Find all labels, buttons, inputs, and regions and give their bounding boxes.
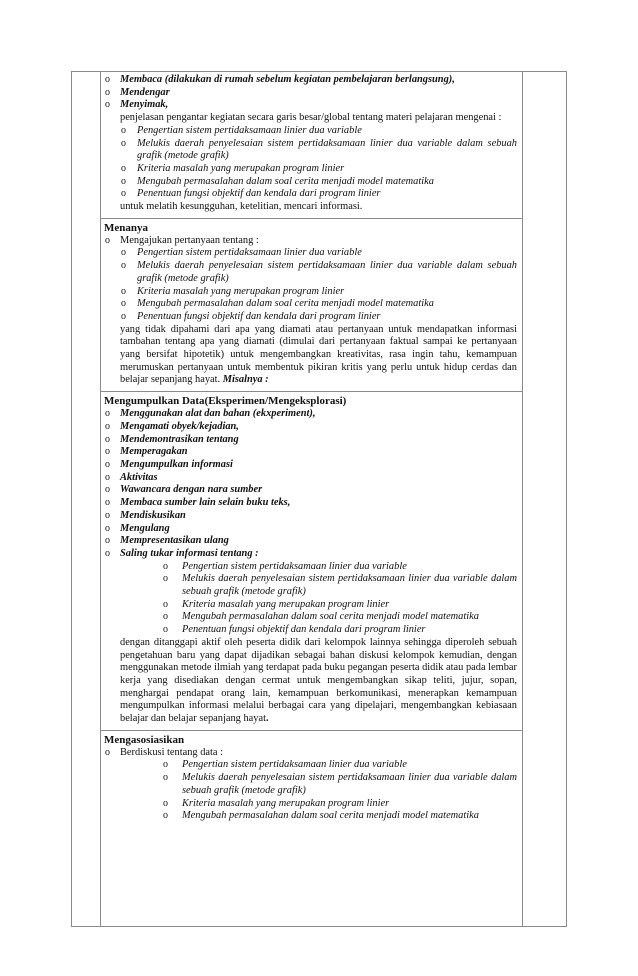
list-item: o Mengajukan pertanyaan tentang :	[104, 235, 517, 248]
section-mengasosiasikan	[100, 731, 522, 827]
sub-list-item: o Melukis daerah penyelesaian sistem pertidaksamaan linier dua variable dalam sebuah grafik (metode grafik)	[104, 573, 517, 598]
section-heading: Menanya	[104, 221, 148, 234]
list-item: o Berdiskusi tentang data :	[104, 747, 517, 760]
sub-list-item: o Penentuan fungsi objektif dan kendala dari program linier	[104, 188, 517, 201]
list-item: o Mendengar	[104, 87, 517, 100]
list-item: o Saling tukar informasi tentang :	[104, 548, 517, 561]
sub-list-item: o Kriteria masalah yang merupakan program linier	[104, 286, 517, 299]
sub-list-item: o Mengubah permasalahan dalam soal cerita menjadi model matematika	[104, 298, 517, 311]
sub-list-item: o Melukis daerah penyelesaian sistem pertidaksamaan linier dua variable dalam sebuah grafik (metode grafik)	[104, 138, 517, 163]
list-item: o Mengulang	[104, 523, 517, 536]
section-heading: Mengumpulkan Data(Eksperimen/Mengeksplorasi)	[104, 395, 347, 408]
list-item: o Mendemontrasikan tentang	[104, 434, 517, 447]
paragraph-text: yang tidak dipahami dari apa yang diamati atau pertanyaan untuk mendapatkan informasi tambahan tentang apa yang diamati (dimulai dari pertanyaan faktual sampai ke pertanyaan yang bersifat hipotetik) untuk mengembangkan kreativitas, rasa ingin tahu, kemampuan merumuskan pertanyaan untuk membentuk pikiran kritis yang perlu untuk hidup cerdas dan belajar sepanjang hayat.	[120, 323, 517, 386]
list-item: o Wawancara dengan nara sumber	[104, 484, 517, 497]
activity-column	[100, 71, 522, 927]
list-item: o Memperagakan	[104, 446, 517, 459]
sub-list-item: o Penentuan fungsi objektif dan kendala dari program linier	[104, 311, 517, 324]
sub-list-item: o Pengertian sistem pertidaksamaan linier dua variable	[104, 759, 517, 772]
sub-list-item: o Melukis daerah penyelesaian sistem pertidaksamaan linier dua variable dalam sebuah grafik (metode grafik)	[104, 260, 517, 285]
paragraph-end: .	[265, 713, 269, 725]
sub-list-item: o Kriteria masalah yang merupakan program linier	[104, 599, 517, 612]
sub-list-item: o Melukis daerah penyelesaian sistem pertidaksamaan linier dua variable dalam sebuah grafik (metode grafik)	[104, 772, 517, 797]
list-item: o Mendiskusikan	[104, 510, 517, 523]
list-item: o Menyimak,	[104, 99, 517, 112]
paragraph	[104, 324, 517, 388]
list-item: o Mengamati obyek/kejadian,	[104, 421, 517, 434]
paragraph-tail: Misalnya :	[222, 374, 269, 386]
list-item: o Menggunakan alat dan bahan (ekxperiment),	[104, 408, 517, 421]
section-mengumpulkan-data	[100, 392, 522, 731]
sub-list-item: o Mengubah permasalahan dalam soal cerita menjadi model matematika	[104, 810, 517, 823]
column-divider-right	[522, 71, 523, 927]
sub-list-item: o Kriteria masalah yang merupakan program linier	[104, 163, 517, 176]
section-menanya	[100, 219, 522, 392]
list-item: o Mengumpulkan informasi	[104, 459, 517, 472]
section-reading	[100, 71, 522, 219]
sub-list-item: o Mengubah permasalahan dalam soal cerita menjadi model matematika	[104, 611, 517, 624]
list-item: o Aktivitas	[104, 472, 517, 485]
sub-list-item: o Penentuan fungsi objektif dan kendala dari program linier	[104, 624, 517, 637]
sub-list-item: o Pengertian sistem pertidaksamaan linier dua variable	[104, 561, 517, 574]
list-item: o Membaca sumber lain selain buku teks,	[104, 497, 517, 510]
sub-list-item: o Pengertian sistem pertidaksamaan linier dua variable	[104, 125, 517, 138]
paragraph-text: dengan ditanggapi aktif oleh peserta didik dari kelompok lainnya sehingga diperoleh sebuah pengetahuan baru yang dapat dijadikan sebagai bahan diskusi kelompok kemudian, dengan menggunakan metode ilmiah yang terdapat pada buku pegangan peserta didik atau pada lembar kerja yang disediakan dengan cermat untuk mengembangkan sikap teliti, jujur, sopan, menghargai pendapat orang lain, kemampuan berkomunikasi, menerapkan kemampuan mengumpulkan informasi melalui berbagai cara yang dipelajari, mengembangkan kebiasaan belajar dan belajar sepanjang hayat	[120, 636, 518, 725]
sub-list-item: o Mengubah permasalahan dalam soal cerita menjadi model matematika	[104, 176, 517, 189]
paragraph: untuk melatih kesungguhan, ketelitian, mencari informasi.	[120, 201, 363, 213]
sub-list-item: o Kriteria masalah yang merupakan program linier	[104, 798, 517, 811]
paragraph: penjelasan pengantar kegiatan secara garis besar/global tentang materi pelajaran mengenai :	[120, 112, 502, 124]
list-item: o Membaca (dilakukan di rumah sebelum kegiatan pembelajaran berlangsung),	[104, 74, 517, 87]
list-item: o Mempresentasikan ulang	[104, 535, 517, 548]
paragraph	[104, 637, 517, 726]
sub-list-item: o Pengertian sistem pertidaksamaan linier dua variable	[104, 247, 517, 260]
section-heading: Mengasosiasikan	[104, 733, 185, 746]
